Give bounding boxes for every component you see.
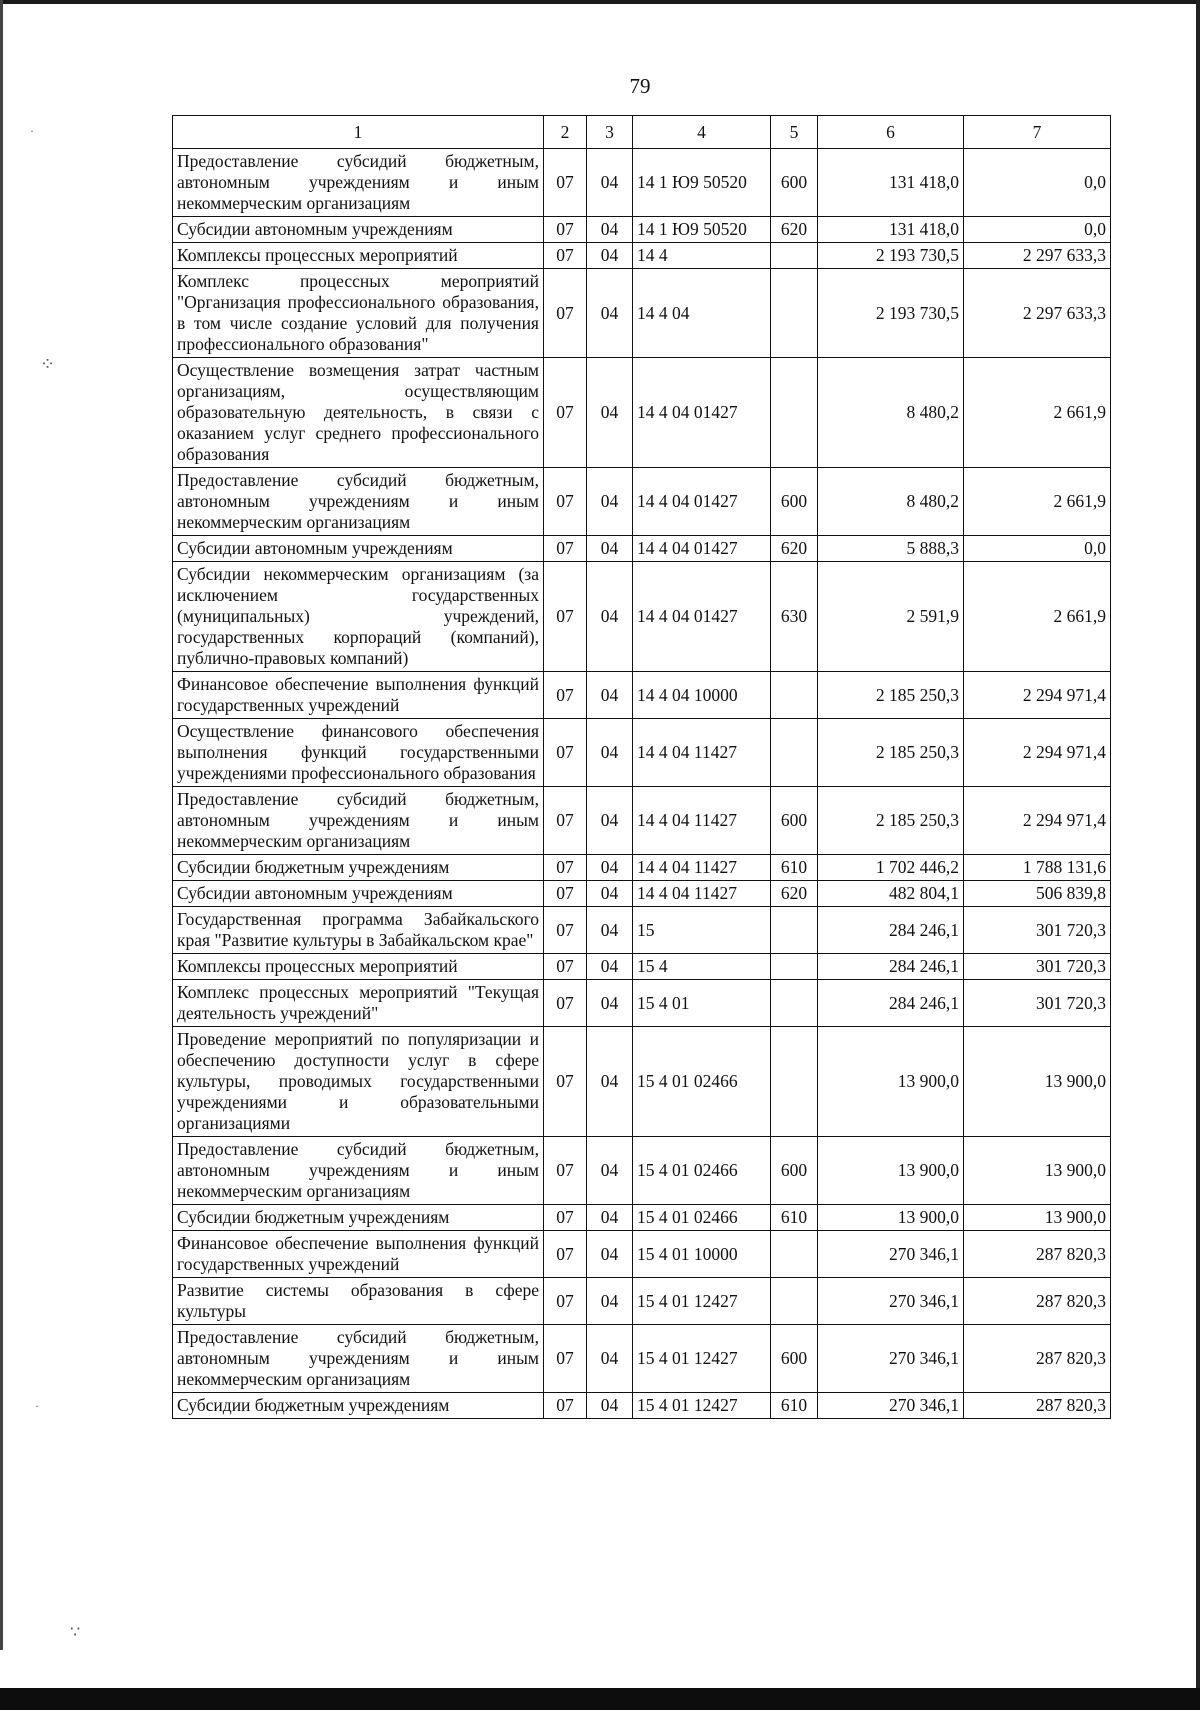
target-article-code: 15 4 bbox=[633, 954, 771, 980]
section-code: 07 bbox=[544, 358, 587, 468]
scan-top-edge bbox=[0, 0, 1200, 4]
table-row bbox=[173, 719, 1111, 787]
expense-type-code: 600 bbox=[771, 1325, 818, 1393]
amount-col6: 2 193 730,5 bbox=[818, 269, 964, 358]
amount-col7: 13 900,0 bbox=[964, 1027, 1111, 1137]
amount-col7: 2 294 971,4 bbox=[964, 787, 1111, 855]
table-row bbox=[173, 1137, 1111, 1205]
section-code: 07 bbox=[544, 881, 587, 907]
scan-speck: · bbox=[35, 1399, 39, 1413]
section-code: 07 bbox=[544, 1231, 587, 1278]
section-code: 07 bbox=[544, 672, 587, 719]
subsection-code: 04 bbox=[587, 1325, 633, 1393]
subsection-code: 04 bbox=[587, 1393, 633, 1419]
scan-speck: · bbox=[30, 124, 34, 138]
amount-col6: 2 591,9 bbox=[818, 562, 964, 672]
section-code: 07 bbox=[544, 719, 587, 787]
section-code: 07 bbox=[544, 907, 587, 954]
subsection-code: 04 bbox=[587, 855, 633, 881]
row-name: Государственная программа Забайкальского края "Развитие культуры в Забайкальском крае" bbox=[173, 907, 544, 954]
subsection-code: 04 bbox=[587, 243, 633, 269]
expense-type-code bbox=[771, 243, 818, 269]
table-row bbox=[173, 243, 1111, 269]
amount-col6: 131 418,0 bbox=[818, 217, 964, 243]
row-name: Предоставление субсидий бюджетным, автономным учреждениям и иным некоммерческим организациям bbox=[173, 787, 544, 855]
amount-col6: 2 193 730,5 bbox=[818, 243, 964, 269]
row-name: Финансовое обеспечение выполнения функций государственных учреждений bbox=[173, 1231, 544, 1278]
expense-type-code bbox=[771, 907, 818, 954]
subsection-code: 04 bbox=[587, 1231, 633, 1278]
budget-table bbox=[172, 115, 1111, 1419]
target-article-code: 14 1 Ю9 50520 bbox=[633, 217, 771, 243]
subsection-code: 04 bbox=[587, 1278, 633, 1325]
row-name: Развитие системы образования в сфере культуры bbox=[173, 1278, 544, 1325]
amount-col7: 2 294 971,4 bbox=[964, 719, 1111, 787]
amount-col7: 301 720,3 bbox=[964, 954, 1111, 980]
row-name: Субсидии некоммерческим организациям (за исключением государственных (муниципальных) учреждений, государственных корпораций (компаний), публично-правовых компаний) bbox=[173, 562, 544, 672]
table-row bbox=[173, 1278, 1111, 1325]
amount-col6: 2 185 250,3 bbox=[818, 719, 964, 787]
column-header: 4 bbox=[633, 116, 771, 149]
expense-type-code bbox=[771, 672, 818, 719]
table-row bbox=[173, 1231, 1111, 1278]
section-code: 07 bbox=[544, 954, 587, 980]
amount-col6: 13 900,0 bbox=[818, 1205, 964, 1231]
scan-speck: ⁘ bbox=[40, 354, 56, 374]
table-row bbox=[173, 468, 1111, 536]
expense-type-code bbox=[771, 954, 818, 980]
target-article-code: 14 4 04 01427 bbox=[633, 468, 771, 536]
table-row bbox=[173, 855, 1111, 881]
section-code: 07 bbox=[544, 1205, 587, 1231]
target-article-code: 14 4 04 01427 bbox=[633, 562, 771, 672]
header-row bbox=[173, 116, 1111, 149]
section-code: 07 bbox=[544, 1325, 587, 1393]
row-name: Предоставление субсидий бюджетным, автономным учреждениям и иным некоммерческим организациям bbox=[173, 1325, 544, 1393]
scan-speck: ∵ bbox=[70, 1624, 81, 1641]
subsection-code: 04 bbox=[587, 562, 633, 672]
amount-col6: 131 418,0 bbox=[818, 149, 964, 217]
target-article-code: 15 4 01 12427 bbox=[633, 1278, 771, 1325]
amount-col6: 2 185 250,3 bbox=[818, 672, 964, 719]
row-name: Проведение мероприятий по популяризации и обеспечению доступности услуг в сфере культуры, проводимых государственными учреждениями и образовательными организациями bbox=[173, 1027, 544, 1137]
table-row bbox=[173, 787, 1111, 855]
amount-col6: 270 346,1 bbox=[818, 1393, 964, 1419]
section-code: 07 bbox=[544, 217, 587, 243]
target-article-code: 15 4 01 12427 bbox=[633, 1325, 771, 1393]
section-code: 07 bbox=[544, 468, 587, 536]
expense-type-code: 600 bbox=[771, 149, 818, 217]
subsection-code: 04 bbox=[587, 217, 633, 243]
column-header: 6 bbox=[818, 116, 964, 149]
amount-col6: 8 480,2 bbox=[818, 358, 964, 468]
amount-col7: 287 820,3 bbox=[964, 1278, 1111, 1325]
row-name: Субсидии автономным учреждениям bbox=[173, 217, 544, 243]
amount-col7: 287 820,3 bbox=[964, 1231, 1111, 1278]
amount-col7: 2 661,9 bbox=[964, 562, 1111, 672]
table-row bbox=[173, 217, 1111, 243]
subsection-code: 04 bbox=[587, 1027, 633, 1137]
target-article-code: 15 4 01 12427 bbox=[633, 1393, 771, 1419]
table-row bbox=[173, 1205, 1111, 1231]
expense-type-code: 610 bbox=[771, 1205, 818, 1231]
amount-col7: 13 900,0 bbox=[964, 1205, 1111, 1231]
section-code: 07 bbox=[544, 1137, 587, 1205]
scan-bottom-edge bbox=[0, 1688, 1200, 1710]
expense-type-code bbox=[771, 1278, 818, 1325]
target-article-code: 15 4 01 bbox=[633, 980, 771, 1027]
amount-col7: 0,0 bbox=[964, 217, 1111, 243]
subsection-code: 04 bbox=[587, 1205, 633, 1231]
amount-col6: 270 346,1 bbox=[818, 1278, 964, 1325]
subsection-code: 04 bbox=[587, 468, 633, 536]
scan-right-edge bbox=[1196, 0, 1200, 1710]
amount-col7: 301 720,3 bbox=[964, 907, 1111, 954]
amount-col6: 13 900,0 bbox=[818, 1027, 964, 1137]
section-code: 07 bbox=[544, 243, 587, 269]
target-article-code: 14 4 04 11427 bbox=[633, 881, 771, 907]
target-article-code: 14 4 04 01427 bbox=[633, 358, 771, 468]
section-code: 07 bbox=[544, 1278, 587, 1325]
table-row bbox=[173, 536, 1111, 562]
amount-col7: 13 900,0 bbox=[964, 1137, 1111, 1205]
subsection-code: 04 bbox=[587, 1137, 633, 1205]
amount-col7: 2 661,9 bbox=[964, 468, 1111, 536]
row-name: Финансовое обеспечение выполнения функций государственных учреждений bbox=[173, 672, 544, 719]
table-row bbox=[173, 881, 1111, 907]
expense-type-code: 600 bbox=[771, 1137, 818, 1205]
row-name: Субсидии бюджетным учреждениям bbox=[173, 1393, 544, 1419]
target-article-code: 15 4 01 02466 bbox=[633, 1137, 771, 1205]
row-name: Комплексы процессных мероприятий bbox=[173, 954, 544, 980]
subsection-code: 04 bbox=[587, 881, 633, 907]
target-article-code: 14 4 04 11427 bbox=[633, 787, 771, 855]
scan-left-edge bbox=[0, 0, 3, 1650]
amount-col7: 2 297 633,3 bbox=[964, 243, 1111, 269]
column-header: 7 bbox=[964, 116, 1111, 149]
table-row bbox=[173, 1325, 1111, 1393]
target-article-code: 14 4 04 bbox=[633, 269, 771, 358]
expense-type-code bbox=[771, 269, 818, 358]
amount-col7: 287 820,3 bbox=[964, 1393, 1111, 1419]
row-name: Субсидии бюджетным учреждениям bbox=[173, 1205, 544, 1231]
section-code: 07 bbox=[544, 562, 587, 672]
target-article-code: 14 4 04 11427 bbox=[633, 855, 771, 881]
table-row bbox=[173, 358, 1111, 468]
amount-col6: 284 246,1 bbox=[818, 980, 964, 1027]
row-name: Предоставление субсидий бюджетным, автономным учреждениям и иным некоммерческим организациям bbox=[173, 1137, 544, 1205]
section-code: 07 bbox=[544, 536, 587, 562]
table-row bbox=[173, 1027, 1111, 1137]
amount-col7: 287 820,3 bbox=[964, 1325, 1111, 1393]
table-row bbox=[173, 954, 1111, 980]
expense-type-code bbox=[771, 980, 818, 1027]
subsection-code: 04 bbox=[587, 954, 633, 980]
target-article-code: 14 4 04 11427 bbox=[633, 719, 771, 787]
row-name: Предоставление субсидий бюджетным, автономным учреждениям и иным некоммерческим организациям bbox=[173, 468, 544, 536]
subsection-code: 04 bbox=[587, 672, 633, 719]
subsection-code: 04 bbox=[587, 907, 633, 954]
row-name: Осуществление финансового обеспечения выполнения функций государственными учреждениями профессионального образования bbox=[173, 719, 544, 787]
section-code: 07 bbox=[544, 149, 587, 217]
expense-type-code: 630 bbox=[771, 562, 818, 672]
target-article-code: 14 4 bbox=[633, 243, 771, 269]
amount-col6: 8 480,2 bbox=[818, 468, 964, 536]
row-name: Комплекс процессных мероприятий "Организация профессионального образования, в том числе создание условий для получения профессионального образования" bbox=[173, 269, 544, 358]
amount-col7: 0,0 bbox=[964, 149, 1111, 217]
row-name: Субсидии бюджетным учреждениям bbox=[173, 855, 544, 881]
amount-col7: 2 297 633,3 bbox=[964, 269, 1111, 358]
row-name: Субсидии автономным учреждениям bbox=[173, 881, 544, 907]
expense-type-code: 600 bbox=[771, 787, 818, 855]
target-article-code: 14 4 04 10000 bbox=[633, 672, 771, 719]
expense-type-code bbox=[771, 358, 818, 468]
expense-type-code: 620 bbox=[771, 881, 818, 907]
section-code: 07 bbox=[544, 855, 587, 881]
table-row bbox=[173, 1393, 1111, 1419]
expense-type-code: 600 bbox=[771, 468, 818, 536]
target-article-code: 14 4 04 01427 bbox=[633, 536, 771, 562]
section-code: 07 bbox=[544, 980, 587, 1027]
subsection-code: 04 bbox=[587, 787, 633, 855]
table-row bbox=[173, 980, 1111, 1027]
target-article-code: 15 bbox=[633, 907, 771, 954]
expense-type-code bbox=[771, 1027, 818, 1137]
expense-type-code: 620 bbox=[771, 536, 818, 562]
subsection-code: 04 bbox=[587, 358, 633, 468]
target-article-code: 15 4 01 10000 bbox=[633, 1231, 771, 1278]
amount-col6: 270 346,1 bbox=[818, 1325, 964, 1393]
amount-col6: 1 702 446,2 bbox=[818, 855, 964, 881]
row-name: Комплекс процессных мероприятий "Текущая деятельность учреждений" bbox=[173, 980, 544, 1027]
section-code: 07 bbox=[544, 269, 587, 358]
subsection-code: 04 bbox=[587, 719, 633, 787]
target-article-code: 15 4 01 02466 bbox=[633, 1027, 771, 1137]
target-article-code: 15 4 01 02466 bbox=[633, 1205, 771, 1231]
page-number: 79 bbox=[629, 74, 651, 98]
row-name: Субсидии автономным учреждениям bbox=[173, 536, 544, 562]
expense-type-code bbox=[771, 719, 818, 787]
amount-col6: 270 346,1 bbox=[818, 1231, 964, 1278]
section-code: 07 bbox=[544, 1027, 587, 1137]
section-code: 07 bbox=[544, 1393, 587, 1419]
amount-col6: 5 888,3 bbox=[818, 536, 964, 562]
subsection-code: 04 bbox=[587, 149, 633, 217]
amount-col6: 13 900,0 bbox=[818, 1137, 964, 1205]
column-header: 3 bbox=[587, 116, 633, 149]
amount-col7: 0,0 bbox=[964, 536, 1111, 562]
expense-type-code: 610 bbox=[771, 1393, 818, 1419]
amount-col7: 1 788 131,6 bbox=[964, 855, 1111, 881]
amount-col7: 301 720,3 bbox=[964, 980, 1111, 1027]
expense-type-code bbox=[771, 1231, 818, 1278]
amount-col6: 2 185 250,3 bbox=[818, 787, 964, 855]
subsection-code: 04 bbox=[587, 269, 633, 358]
table-row bbox=[173, 907, 1111, 954]
subsection-code: 04 bbox=[587, 980, 633, 1027]
expense-type-code: 620 bbox=[771, 217, 818, 243]
column-header: 2 bbox=[544, 116, 587, 149]
row-name: Осуществление возмещения затрат частным организациям, осуществляющим образовательную деятельность, в связи с оказанием услуг среднего профессионального образования bbox=[173, 358, 544, 468]
table-body bbox=[173, 149, 1111, 1419]
expense-type-code: 610 bbox=[771, 855, 818, 881]
column-header: 1 bbox=[173, 116, 544, 149]
amount-col6: 284 246,1 bbox=[818, 954, 964, 980]
column-header: 5 bbox=[771, 116, 818, 149]
amount-col6: 284 246,1 bbox=[818, 907, 964, 954]
amount-col7: 2 661,9 bbox=[964, 358, 1111, 468]
table-row bbox=[173, 149, 1111, 217]
table-row bbox=[173, 672, 1111, 719]
row-name: Предоставление субсидий бюджетным, автономным учреждениям и иным некоммерческим организациям bbox=[173, 149, 544, 217]
table-row bbox=[173, 562, 1111, 672]
target-article-code: 14 1 Ю9 50520 bbox=[633, 149, 771, 217]
subsection-code: 04 bbox=[587, 536, 633, 562]
section-code: 07 bbox=[544, 787, 587, 855]
amount-col7: 2 294 971,4 bbox=[964, 672, 1111, 719]
amount-col6: 482 804,1 bbox=[818, 881, 964, 907]
amount-col7: 506 839,8 bbox=[964, 881, 1111, 907]
row-name: Комплексы процессных мероприятий bbox=[173, 243, 544, 269]
table-row bbox=[173, 269, 1111, 358]
